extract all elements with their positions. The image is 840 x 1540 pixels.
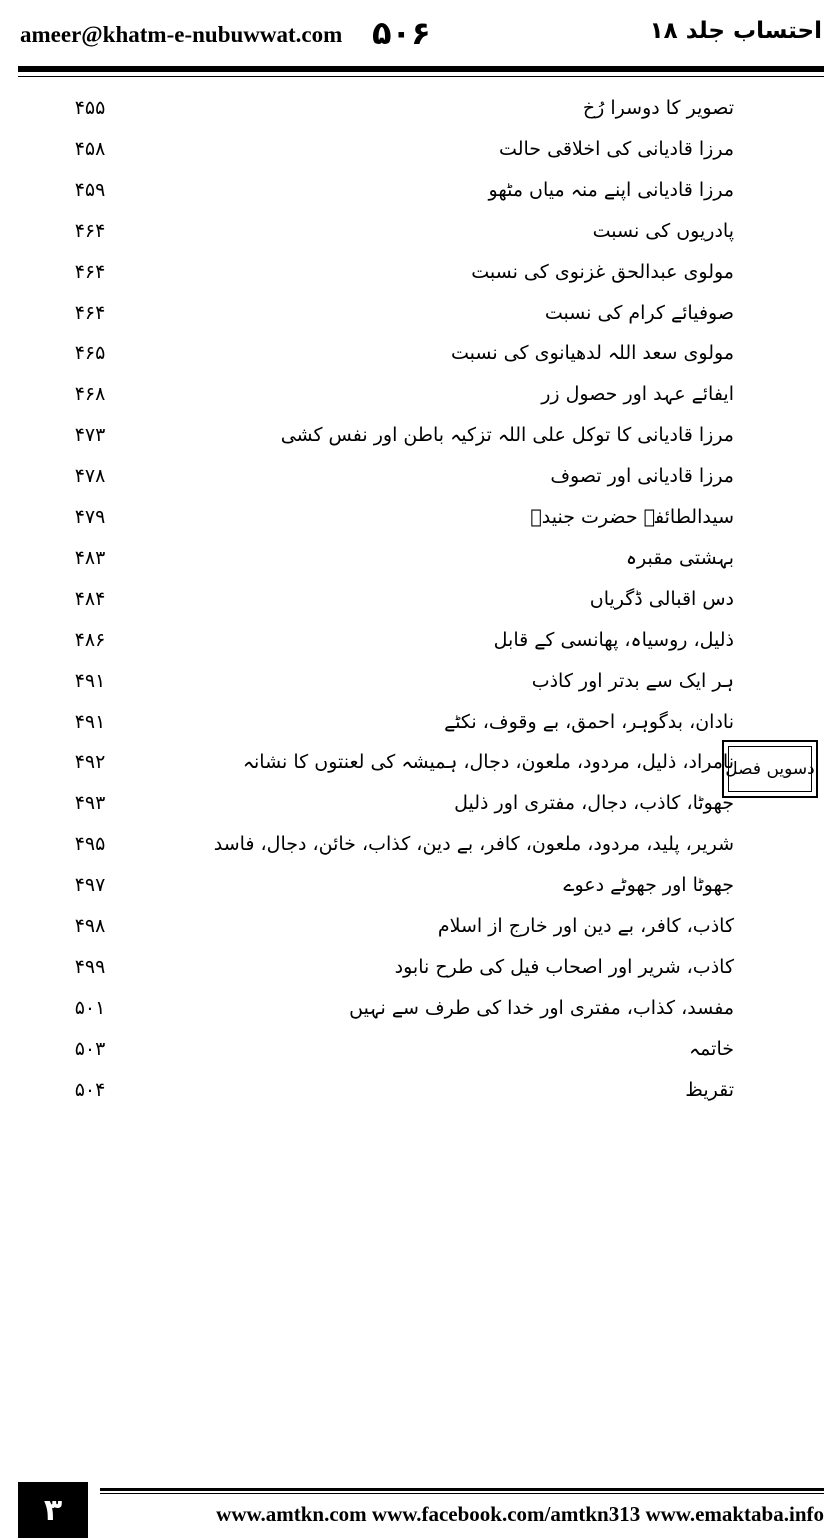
toc-entry-title: مفسد، کذاب، مفتری اور خدا کی طرف سے نہیں	[349, 996, 734, 1019]
toc-entry-title: خاتمہ	[689, 1037, 734, 1060]
toc-entry-title: بہشتی مقبرہ	[625, 546, 734, 569]
toc-entry-page: ۴۷۸	[74, 465, 106, 488]
toc-row	[0, 783, 840, 823]
header-rule-thin	[18, 76, 824, 77]
toc-entry-page: ۴۷۹	[74, 506, 106, 528]
toc-entry-page: ۴۶۴	[74, 260, 106, 283]
toc-entry-page: ۵۰۱	[74, 996, 106, 1019]
section-heading-label: دسویں فصل	[725, 759, 815, 779]
header-volume-title: احتساب جلد ۱۸	[649, 18, 822, 44]
toc-row	[0, 906, 840, 946]
toc-row	[0, 620, 840, 660]
toc-entry-page: ۴۶۸	[74, 383, 106, 406]
toc-row	[0, 374, 840, 414]
toc-entry-page: ۴۶۴	[74, 301, 106, 324]
toc-entry-page: ۴۷۳	[74, 424, 106, 447]
toc-row	[0, 947, 840, 987]
toc-entry-title: تصویر کا دوسرا رُخ	[582, 97, 734, 119]
toc-row	[0, 88, 840, 128]
toc-entry-title: مولوی عبدالحق غزنوی کی نسبت	[471, 260, 734, 283]
toc-row	[0, 129, 840, 169]
toc-entry-page: ۴۹۱	[74, 669, 106, 692]
toc-entry-page: ۴۹۲	[74, 751, 106, 774]
toc-entry-title: صوفیائے کرام کی نسبت	[544, 301, 734, 324]
toc-entry-page: ۴۵۹	[74, 178, 106, 201]
toc-entry-page: ۵۰۳	[74, 1037, 106, 1060]
toc-entry-title: نامراد، ذلیل، مردود، ملعون، دجال، ہمیشہ کی لعنتوں کا نشانہ	[242, 751, 734, 774]
toc-entry-title: پادریوں کی نسبت	[592, 219, 734, 242]
toc-row	[0, 865, 840, 905]
toc-entry-page: ۴۸۳	[74, 546, 106, 569]
toc-entry-page: ۴۵۵	[74, 97, 106, 119]
footer-rule-thin	[100, 1493, 824, 1494]
toc-entry-title: مرزا قادیانی کا توکل علی اللہ تزکیہ باطن اور نفس کشی	[280, 424, 734, 447]
toc-row	[0, 538, 840, 578]
toc-row	[0, 333, 840, 373]
toc-row	[0, 211, 840, 251]
toc-row	[0, 988, 840, 1028]
toc-row	[0, 415, 840, 455]
toc-entry-title: مولوی سعد اللہ لدھیانوی کی نسبت	[450, 342, 734, 365]
toc-entry-title: نادان، بدگوہر، احمق، بے وقوف، نکٹے	[444, 710, 734, 733]
footer-page-marker: ۳	[18, 1482, 88, 1538]
toc-entry-title: تقریظ	[685, 1078, 734, 1101]
toc-entry-page: ۴۵۸	[74, 137, 106, 160]
toc-row	[0, 579, 840, 619]
toc-entry-page: ۴۹۷	[74, 874, 106, 897]
footer-links: www.amtkn.com www.facebook.com/amtkn313 www.emaktaba.info	[216, 1502, 824, 1526]
header-email: ameer@khatm-e-nubuwwat.com	[20, 22, 343, 47]
toc-entry-page: ۴۸۶	[74, 628, 106, 651]
toc-entry-page: ۴۹۹	[74, 955, 106, 978]
toc-entry-title: شریر، پلید، مردود، ملعون، کافر، بے دین، کذاب، خائن، دجال، فاسد	[213, 833, 734, 856]
toc-row	[0, 742, 840, 782]
toc-entry-page: ۴۸۴	[74, 587, 106, 610]
toc-row	[0, 170, 840, 210]
toc-row	[0, 702, 840, 742]
toc-entry-title: ہر ایک سے بدتر اور کاذب	[531, 669, 734, 692]
toc-row	[0, 456, 840, 496]
page-footer	[0, 1480, 840, 1540]
toc-entry-title: دس اقبالی ڈگریاں	[589, 587, 734, 610]
toc-entry-title: جھوٹا اور جھوٹے دعوے	[563, 874, 734, 897]
toc-entry-title: ذلیل، روسیاہ، پھانسی کے قابل	[493, 628, 734, 651]
toc-entry-page: ۵۰۴	[74, 1078, 106, 1101]
toc-row	[0, 824, 840, 864]
toc-entry-page: ۴۹۵	[74, 833, 106, 856]
section-heading-box	[722, 740, 818, 798]
toc-row	[0, 1029, 840, 1069]
footer-rule-thick	[100, 1488, 824, 1491]
toc-row	[0, 252, 840, 292]
toc-entry-title: جھوٹا، کاذب، دجال، مفتری اور ذلیل	[454, 792, 734, 815]
toc-entry-title: کاذب، شریر اور اصحاب فیل کی طرح نابود	[394, 955, 734, 978]
toc-row	[0, 293, 840, 333]
toc-entry-page: ۴۶۵	[74, 342, 106, 365]
toc-entry-title: سیدالطائفہ حضرت جنیدؒ	[530, 506, 734, 528]
toc-entry-title: مرزا قادیانی اپنے منہ میاں مٹھو	[488, 178, 734, 201]
toc-entry-title: مرزا قادیانی اور تصوف	[550, 465, 734, 488]
toc-entry-page: ۴۹۸	[74, 915, 106, 937]
toc-row	[0, 1070, 840, 1110]
toc-entry-title: کاذب، کافر، بے دین اور خارج از اسلام	[437, 915, 734, 937]
header-page-number: ۵۰۶	[372, 14, 431, 52]
toc-entry-page: ۴۹۱	[74, 710, 106, 733]
toc-entry-title: ایفائے عہد اور حصول زر	[541, 383, 734, 406]
toc-row	[0, 661, 840, 701]
header-rule-thick	[18, 66, 824, 72]
toc-entry-page: ۴۶۴	[74, 219, 106, 242]
toc-row	[0, 497, 840, 537]
toc-entry-page: ۴۹۳	[74, 792, 106, 815]
toc-entry-title: مرزا قادیانی کی اخلاقی حالت	[499, 137, 734, 160]
page-header	[0, 0, 840, 70]
